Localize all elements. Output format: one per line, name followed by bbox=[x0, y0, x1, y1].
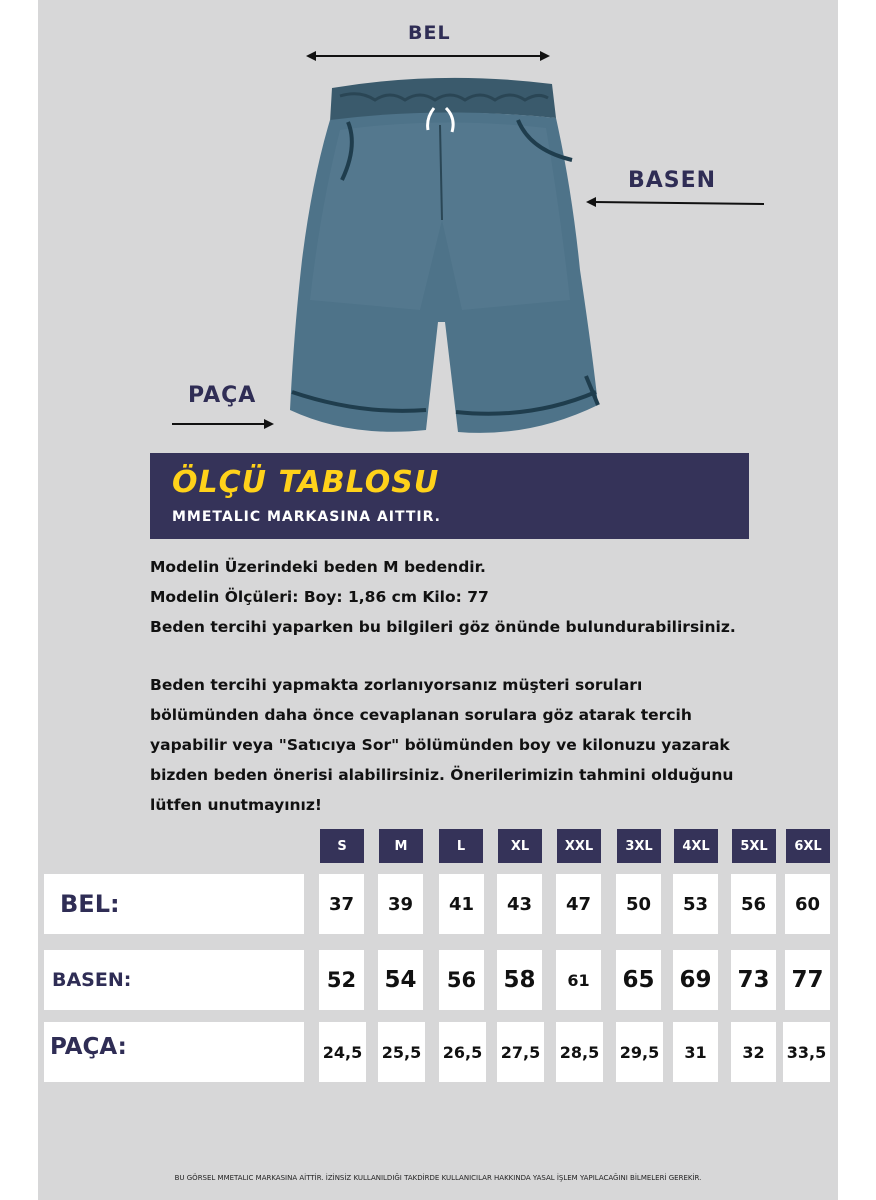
info-line: Beden tercihi yaparken bu bilgileri göz önünde bulundurabilirsiniz. bbox=[150, 618, 736, 636]
table-cell: 50 bbox=[616, 874, 661, 934]
table-cell: 47 bbox=[556, 874, 601, 934]
table-cell: 26,5 bbox=[439, 1022, 486, 1082]
table-cell: 29,5 bbox=[616, 1022, 663, 1082]
paca-label: PAÇA bbox=[188, 383, 257, 408]
info-line: yapabilir veya "Satıcıya Sor" bölümünden boy ve kilonuzu yazarak bbox=[150, 736, 730, 754]
table-cell: 69 bbox=[673, 950, 718, 1010]
info-line: Modelin Ölçüleri: Boy: 1,86 cm Kilo: 77 bbox=[150, 588, 489, 606]
copyright-footer: BU GÖRSEL MMETALIC MARKASINA AİTTİR. İZİNSİZ KULLANILDIĞI TAKDİRDE KULLANICILAR HAKKINDA YASAL İŞLEM YAPILACAĞINI BİLMELERİ GEREKİR. bbox=[174, 1174, 702, 1182]
banner-subtitle: MMETALIC MARKASINA AITTIR. bbox=[172, 509, 441, 525]
shorts-illustration bbox=[280, 70, 610, 445]
size-header: 3XL bbox=[617, 829, 661, 863]
paca-arrow bbox=[172, 417, 274, 431]
table-cell: 61 bbox=[556, 950, 601, 1010]
size-header: XL bbox=[498, 829, 542, 863]
size-header: 5XL bbox=[732, 829, 776, 863]
info-line: Modelin Üzerindeki beden M bedendir. bbox=[150, 558, 486, 576]
table-cell: 60 bbox=[785, 874, 830, 934]
table-cell: 25,5 bbox=[378, 1022, 425, 1082]
size-header: XXL bbox=[557, 829, 601, 863]
table-cell: 53 bbox=[673, 874, 718, 934]
table-cell: 33,5 bbox=[783, 1022, 830, 1082]
table-cell: 54 bbox=[378, 950, 423, 1010]
table-cell: 27,5 bbox=[497, 1022, 544, 1082]
table-cell: 77 bbox=[785, 950, 830, 1010]
size-header: S bbox=[320, 829, 364, 863]
table-cell: 39 bbox=[378, 874, 423, 934]
table-cell: 56 bbox=[731, 874, 776, 934]
row-label-bel: BEL: bbox=[44, 874, 304, 934]
bel-label: BEL bbox=[408, 22, 451, 44]
table-cell: 32 bbox=[731, 1022, 776, 1082]
table-cell: 56 bbox=[439, 950, 484, 1010]
table-cell: 65 bbox=[616, 950, 661, 1010]
table-cell: 43 bbox=[497, 874, 542, 934]
info-line: bölümünden daha önce cevaplanan sorulara göz atarak tercih bbox=[150, 706, 692, 724]
banner-title: ÖLÇÜ TABLOSU bbox=[172, 465, 440, 500]
table-cell: 73 bbox=[731, 950, 776, 1010]
table-cell: 37 bbox=[319, 874, 364, 934]
table-cell: 31 bbox=[673, 1022, 718, 1082]
bel-arrow bbox=[306, 48, 550, 64]
row-label-paca: PAÇA: bbox=[44, 1022, 304, 1082]
info-line: lütfen unutmayınız! bbox=[150, 796, 322, 814]
table-cell: 52 bbox=[319, 950, 364, 1010]
size-header: L bbox=[439, 829, 483, 863]
info-line: bizden beden önerisi alabilirsiniz. Önerilerimizin tahmini olduğunu bbox=[150, 766, 734, 784]
size-chart-banner bbox=[150, 453, 749, 539]
table-cell: 41 bbox=[439, 874, 484, 934]
basen-arrow bbox=[586, 195, 766, 209]
size-header: 6XL bbox=[786, 829, 830, 863]
model-info bbox=[150, 552, 736, 642]
row-label-basen: BASEN: bbox=[44, 950, 304, 1010]
table-cell: 28,5 bbox=[556, 1022, 603, 1082]
table-cell: 24,5 bbox=[319, 1022, 366, 1082]
size-header: M bbox=[379, 829, 423, 863]
info-line: Beden tercihi yapmakta zorlanıyorsanız müşteri soruları bbox=[150, 676, 643, 694]
basen-label: BASEN bbox=[628, 168, 717, 193]
size-header: 4XL bbox=[674, 829, 718, 863]
table-cell: 58 bbox=[497, 950, 542, 1010]
help-paragraph bbox=[150, 670, 733, 820]
